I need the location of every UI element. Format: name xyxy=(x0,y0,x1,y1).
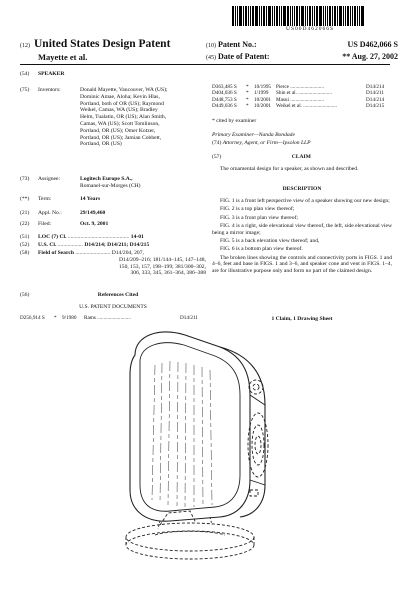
ref-cell: D14/211 xyxy=(366,90,384,97)
primary-examiner: Primary Examiner—Nanda Bondade xyxy=(212,132,295,138)
inventor-line: Portland, both of OR (US); Raymond xyxy=(80,100,164,107)
barcode-bar xyxy=(309,6,311,26)
inventor-line: Portland, OR (US) xyxy=(80,141,122,148)
ref-cell: 9/1980 xyxy=(62,315,77,321)
ref-row xyxy=(212,103,392,109)
barcode-bar xyxy=(354,6,356,26)
code-22: (22) xyxy=(20,221,30,227)
barcode-bar xyxy=(287,6,289,26)
ref-cell: * xyxy=(246,96,249,103)
ref-cell: 1/1999 xyxy=(254,90,269,97)
barcode-bar xyxy=(232,6,234,26)
description-paragraph: FIG. 3 is a front plan view thereof; xyxy=(220,214,298,221)
inventor-line: Donald Mayette, Vancouver, WA (US); xyxy=(80,87,168,93)
search-field: (58) Field of Search ......................... D14/204, 207, D14/209–216; 181/144–145, 147–148, 150, 153, 157, 198–199; 381/300–302, 306, 333, 345, 361–364, 386–388 xyxy=(20,250,206,277)
loc-field: (51) LOC (7) Cl. ............................................ 14-01 xyxy=(20,234,144,240)
claim-heading xyxy=(212,154,392,161)
ref-cell: 10/1995 xyxy=(254,84,272,90)
ref-cell: * xyxy=(54,315,57,321)
term-label: Term: xyxy=(38,196,52,202)
header-rule xyxy=(20,64,390,65)
assignee-label: Assignee: xyxy=(38,176,61,182)
ref-cell: D448,753 S xyxy=(212,96,237,103)
ref-cell: * xyxy=(246,90,249,97)
inventors-short: Mayette et al. xyxy=(38,52,88,62)
barcode-bar xyxy=(327,6,328,26)
ref-cell: Rams .......................... xyxy=(84,315,131,321)
refs-title: References Cited xyxy=(97,292,139,298)
ref-cell: Shin et al. .......................... xyxy=(276,90,332,97)
claim-title: CLAIM xyxy=(291,154,311,160)
inventors-label: Inventors: xyxy=(38,87,61,93)
barcode-bar xyxy=(272,6,273,26)
inventor-line: Camas, WA (US); Scott Tomlinson, xyxy=(80,120,160,127)
patent-date: Aug. 27, 2002 xyxy=(351,52,398,61)
uscl-label: U.S. Cl. xyxy=(38,242,57,248)
code-57: (57) xyxy=(212,154,222,160)
barcode-bar xyxy=(263,6,265,26)
barcode-bar xyxy=(307,6,308,26)
barcode-bar xyxy=(350,6,351,26)
date-row xyxy=(206,52,398,61)
ref-cell: D14/211 xyxy=(180,315,198,321)
barcode-bar xyxy=(345,6,346,26)
barcode-bar xyxy=(332,6,333,26)
barcode-bar xyxy=(359,6,360,26)
code-56: (56) xyxy=(20,292,30,298)
claim-count: 1 Claim, 1 Drawing Sheet xyxy=(271,316,333,322)
title-value: SPEAKER xyxy=(38,71,65,77)
ref-cell: * xyxy=(246,84,249,90)
patent-no-label: Patent No.: xyxy=(218,40,257,49)
barcode-bar xyxy=(294,6,295,26)
ref-cell: D256,914 S xyxy=(20,315,45,321)
assignee-field xyxy=(20,176,206,190)
code-12: (12) xyxy=(20,43,30,49)
barcode-bar xyxy=(268,6,271,26)
code-73: (73) xyxy=(20,176,30,182)
description-paragraph: FIG. 6 is a bottom plan view thereof. xyxy=(220,246,303,253)
barcode-bar xyxy=(314,6,315,26)
ref-cell: 10/2001 xyxy=(254,96,272,103)
inventors-list xyxy=(80,87,202,148)
uscl-value: D14/214; D14/211; D14/215 xyxy=(84,242,150,248)
barcode-bar xyxy=(243,6,244,26)
barcode-bar xyxy=(339,6,342,26)
uscl-field: (52) U.S. Cl. .................. D14/214; D14/211; D14/215 xyxy=(20,242,150,248)
ref-cell: * xyxy=(246,103,249,110)
ref-cell: Weikel et al. .......................... xyxy=(276,103,337,110)
search-label: Field of Search xyxy=(38,250,74,256)
barcode-bar xyxy=(281,6,282,26)
code-54: (54) xyxy=(20,71,30,77)
barcode-bar xyxy=(301,6,304,26)
attorney-text: Attorney, Agent, or Firm—Ipsolon LLP xyxy=(222,140,311,146)
barcode-bar xyxy=(305,6,306,26)
filed-field xyxy=(20,221,206,228)
title-text: United States Design Patent xyxy=(34,38,171,50)
cited-by-examiner: * cited by examiner xyxy=(212,118,257,124)
patent-number: US D462,066 S xyxy=(347,40,398,49)
barcode xyxy=(232,6,388,26)
barcode-bar xyxy=(337,6,338,26)
barcode-bar xyxy=(312,6,313,26)
description-title: DESCRIPTION xyxy=(282,186,322,192)
code-58: (58) xyxy=(20,250,30,256)
search-line: D14/209–216; 181/144–145, 147–148, xyxy=(118,256,206,263)
inventor-line: Portland, OR (US); Jamian Cobbett, xyxy=(80,134,162,141)
barcode-bar xyxy=(325,6,326,26)
barcode-bar xyxy=(334,6,336,26)
search-rest xyxy=(20,257,206,277)
term-value: 14 Years xyxy=(80,196,101,202)
barcode-bar xyxy=(279,6,280,26)
barcode-bar xyxy=(248,6,249,26)
assignee-location: Romanel-sur-Morges (CH) xyxy=(80,182,141,189)
code-75: (75) xyxy=(20,87,30,93)
search-line: 306, 333, 345, 361–364, 386–388 xyxy=(130,270,206,277)
code-74: (74) xyxy=(212,140,222,146)
ref-cell: D14/215 xyxy=(366,103,385,110)
description-paragraph: FIG. 2 is a top plan view thereof; xyxy=(220,206,295,213)
barcode-bar xyxy=(352,6,353,26)
barcode-bar xyxy=(259,6,260,26)
ref-cell: D449,036 S xyxy=(212,103,237,110)
code-21: (21) xyxy=(20,210,30,216)
barcode-bar xyxy=(239,6,242,26)
claim-text: The ornamental design for a speaker, as shown and described. xyxy=(220,166,359,172)
refs-sub: U.S. PATENT DOCUMENTS xyxy=(79,304,147,310)
description-paragraph: FIG. 5 is a back elevation view thereof; and, xyxy=(220,237,320,244)
barcode-bar xyxy=(347,6,349,26)
barcode-bar xyxy=(245,6,247,26)
barcode-number: US00D462066S xyxy=(285,26,335,32)
description-list xyxy=(212,198,392,276)
patent-title xyxy=(20,38,170,50)
barcode-bar xyxy=(235,6,236,26)
ref-cell: D14/214 xyxy=(366,84,385,90)
ref-cell: D363,485 S xyxy=(212,84,237,90)
search-line-1: D14/204, 207, xyxy=(111,250,144,256)
barcode-bar xyxy=(329,6,331,26)
code-10: (10) xyxy=(206,43,216,49)
appl-label: Appl. No.: xyxy=(38,210,62,216)
appl-value: 29/149,460 xyxy=(80,210,106,216)
barcode-bar xyxy=(252,6,254,26)
description-paragraph: The broken lines showing the controls and connectivity ports in FIGS. 1 and 4–6, feet and base in FIGS. 1 and 3–6, and speaker cone and vent in FIGS. 1–4, are for illustrative purpose only and form no part of the claimed design. xyxy=(212,254,392,275)
inventor-line: Helm, Tualatin, OR (US); Alan Smith, xyxy=(80,114,167,121)
term-field xyxy=(20,196,206,203)
speaker-drawing xyxy=(100,325,300,577)
barcode-bar xyxy=(266,6,267,26)
patent-number-row xyxy=(206,40,398,49)
barcode-bar xyxy=(343,6,344,26)
barcode-bar xyxy=(237,6,238,26)
inventor-line: Weikel, Camas, WA (US); Bradley xyxy=(80,107,158,114)
barcode-bar xyxy=(276,6,278,26)
barcode-bar xyxy=(323,6,324,26)
barcode-bar xyxy=(283,6,286,26)
loc-label: LOC (7) Cl. xyxy=(38,234,67,240)
description-paragraph: FIG. 1 is a front left perspective view of a speaker showing our new design; xyxy=(220,198,390,204)
ref-cell: 10/2001 xyxy=(254,103,272,110)
ref-cell: Pierce .......................... xyxy=(276,84,324,90)
title-field xyxy=(20,71,206,78)
barcode-bar xyxy=(299,6,300,26)
barcode-bar xyxy=(250,6,251,26)
appl-field xyxy=(20,210,206,217)
inventors-field xyxy=(20,87,206,148)
barcode-bar xyxy=(292,6,293,26)
speaker-base-dashed xyxy=(126,511,254,559)
ref-cell: D14/214 xyxy=(366,96,385,103)
date-star: ** xyxy=(342,52,351,61)
barcode-bar xyxy=(361,6,364,26)
barcode-bar xyxy=(261,6,262,26)
ref-row xyxy=(20,315,206,321)
date-label: Date of Patent: xyxy=(218,52,270,61)
code-52: (52) xyxy=(20,242,30,248)
code-45: (45) xyxy=(206,55,216,61)
search-line: 150, 153, 157, 198–199; 381/300–302, xyxy=(118,263,206,270)
refs-right-list xyxy=(212,84,392,110)
filed-label: Filed: xyxy=(38,221,52,227)
barcode-bar xyxy=(274,6,275,26)
inventor-line: Dominic Amae, Aloha; Kevin Hlas, xyxy=(80,93,160,100)
barcode-bar xyxy=(319,6,322,26)
ref-cell: D404,036 S xyxy=(212,90,237,97)
inventor-line: Portland, OR (US); Omer Kotzer, xyxy=(80,127,156,134)
description-paragraph: FIG. 4 is a right, side elevational view thereof, the left, side elevational view being a mirror image; xyxy=(212,222,392,236)
code-term: (**) xyxy=(20,196,30,202)
barcode-bar xyxy=(296,6,298,26)
ref-cell: Masui .......................... xyxy=(276,96,324,103)
barcode-bar xyxy=(255,6,258,26)
barcode-bar xyxy=(316,6,318,26)
barcode-bar xyxy=(290,6,291,26)
refs-left-list xyxy=(20,315,206,321)
refs-heading xyxy=(20,292,206,299)
code-51: (51) xyxy=(20,234,30,240)
assignee-name: Logitech Europe S.A., xyxy=(80,176,133,182)
barcode-bar xyxy=(357,6,358,26)
attorney-row xyxy=(212,140,311,147)
loc-value: 14-01 xyxy=(130,234,144,240)
filed-value: Oct. 9, 2001 xyxy=(80,221,109,227)
